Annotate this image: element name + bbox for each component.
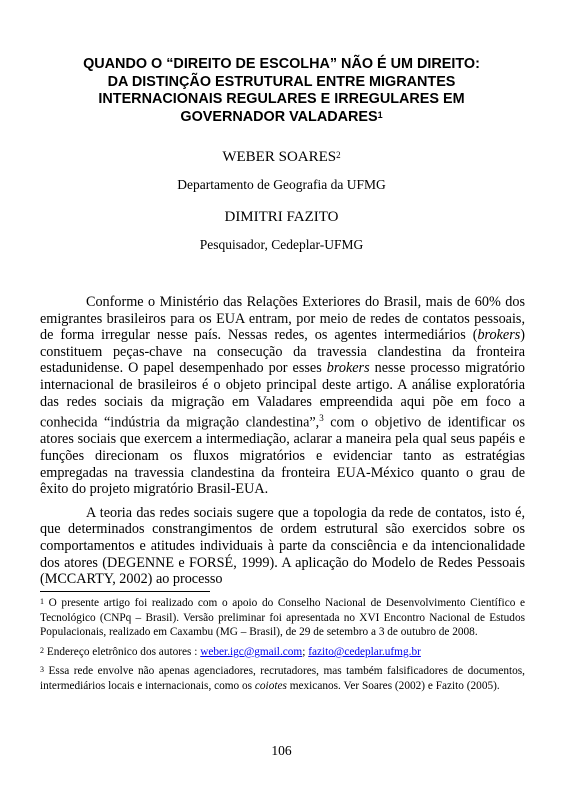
paragraph-1 [40,294,525,498]
email-link-weber[interactable]: weber.igc@gmail.com [200,645,303,658]
p1-text-f: com o objetivo de identificar os atores sociais que exercem a intermediação, aclarar a maneira pela qual seus papéis e funções direcionam os fluxos migratórios e evidenciar tanto as estratégias empregadas na travessia clandestina da fronteira EUA-México quanto o grau de êxito do projeto migratório Brasil-EUA. [40,414,525,498]
paragraph-2: A teoria das redes sociais sugere que a topologia da rede de contatos, isto é, que determinados constrangimentos de ordem estrutural são exercidos sobre os comportamentos e atitudes individuais à parte da consciência e da intencionalidade dos atores (DEGENNE e FORSÉ, 1999). A aplicação do Modelo de Redes Pessoais (MCCARTY, 2002) ao processo [40,504,525,588]
author-1-name [0,149,563,166]
p1-brokers-2: brokers [326,360,370,377]
footnote-3-text-b: mexicanos. Ver Soares (2002) e Fazito (2005). [286,679,500,692]
author-2-affiliation: Pesquisador, Cedeplar-UFMG [199,237,364,252]
title-line-4-text: GOVERNADOR VALADARES [180,108,378,125]
footnote-3-text-a: Essa rede envolve não apenas agenciadores, recrutadores, mas também falsificadores de documentos, intermediários locais e internacionais, como os [40,665,526,692]
p1-text-c: ) constituem peças-chave na consecução da travessia clandestina da fronteira estadunidense. O papel desempenhado por esses [40,327,525,377]
author-2-name: DIMITRI FAZITO [224,209,339,225]
footnote-2-separator: ; [302,645,309,658]
footnote-3-number: 3 [40,665,44,675]
p1-text-e: nesse processo migratório internacional de brasileiros é o objeto principal deste artigo. A análise exploratória das redes sociais da migração em Valadares empreendida aqui põe em foco a conhecida “indústria da migração clandestina”, [40,360,525,431]
email-link-fazito[interactable]: fazito@cedeplar.ufmg.br [308,645,421,658]
footnote-1-text: O presente artigo foi realizado com o apoio do Conselho Nacional de Desenvolvimento Científico e Tecnológico (CNPq – Brasil). Versão preliminar foi apresentada no XVI Encontro Nacional de Estudos Populacionais, realizado em Caxambu (MG – Brasil), de 29 de setembro a 3 de outubro de 2008. [40,597,525,639]
footnote-2-text: Endereço eletrônico dos autores : [46,645,201,658]
footnote-1-number: 1 [40,597,44,606]
footnote-3 [40,664,525,693]
p1-footnote-marker[interactable]: 3 [319,413,324,424]
title-line-1: QUANDO O “DIREITO DE ESCOLHA” NÃO É UM DIREITO: [83,56,480,72]
footnote-1 [40,596,525,640]
p1-text-a: Conforme o Ministério das Relações Exteriores do Brasil, mais de 60% dos emigrantes brasileiros para os EUA entram, por meio de redes de contatos pessoais, de forma irregular nesse país. Nessas redes, os agentes intermediários ( [40,294,525,344]
p1-brokers-1: brokers [477,327,521,344]
title-line-3: INTERNACIONAIS REGULARES E IRREGULARES EM [98,91,465,107]
footnote-2-number: 2 [40,645,44,655]
title-footnote-marker[interactable]: 1 [377,109,383,120]
footnote-divider [40,591,210,592]
footnotes [40,596,525,699]
author-1-footnote-marker[interactable]: 2 [336,150,341,160]
article-body [40,294,525,588]
author-1-name-text: WEBER SOARES [222,149,337,165]
footnote-3-coiotes: coiotes [254,679,287,692]
footnote-2 [40,645,525,660]
article-title [40,56,523,126]
title-line-4 [40,109,523,127]
title-line-2: DA DISTINÇÃO ESTRUTURAL ENTRE MIGRANTES [107,73,456,90]
author-1-affiliation: Departamento de Geografia da UFMG [177,177,386,192]
page-number: 106 [271,743,292,758]
